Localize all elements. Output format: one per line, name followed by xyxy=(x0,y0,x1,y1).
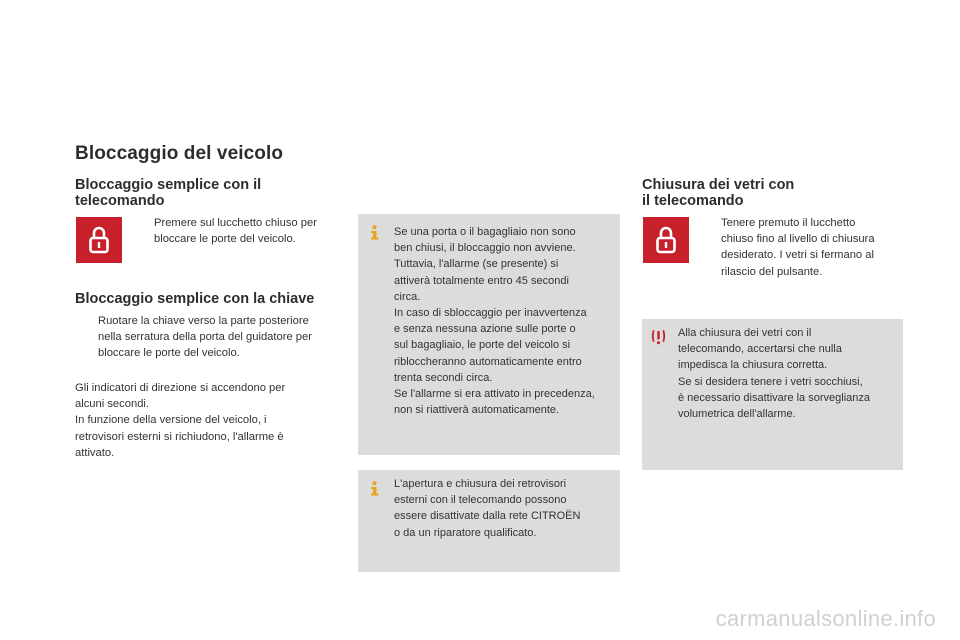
text-line: retrovisori esterni si richiudono, l'allarme è xyxy=(75,430,284,443)
text-line: Se l'allarme si era attivato in precedenza, xyxy=(394,388,595,401)
warning-icon xyxy=(651,330,666,346)
text-line: ben chiusi, il bloccaggio non avviene. xyxy=(394,242,576,255)
text-line: attiverà totalmente entro 45 secondi xyxy=(394,274,569,287)
window-closing-heading xyxy=(642,177,794,209)
text-line: bloccare le porte del veicolo. xyxy=(98,347,240,360)
key-lock-heading: Bloccaggio semplice con la chiave xyxy=(75,291,315,307)
bullet-marker xyxy=(132,215,154,247)
warning-note-text xyxy=(678,325,900,422)
info-note-lock-failure xyxy=(358,214,620,455)
text-line: nella serratura della porta del guidatore per xyxy=(98,331,312,344)
text-line: è necessario disattivare la sorveglianza xyxy=(678,391,870,404)
lock-closed-icon xyxy=(655,225,677,255)
text-line: chiuso fino al livello di chiusura xyxy=(721,233,875,246)
remote-lock-heading xyxy=(75,177,261,209)
text-line: circa. xyxy=(394,290,421,303)
window-closing-heading-line2: il telecomando xyxy=(642,193,744,209)
text-line: Gli indicatori di direzione si accendono per xyxy=(75,382,286,394)
bullet-marker xyxy=(699,215,721,280)
text-line: Se una porta o il bagagliaio non sono xyxy=(394,226,576,238)
text-line: In funzione della versione del veicolo, i xyxy=(75,414,267,427)
remote-lock-instruction xyxy=(132,215,347,247)
info-note-text xyxy=(394,224,616,418)
lock-closed-icon xyxy=(88,225,110,255)
lock-result-paragraph xyxy=(75,380,345,461)
text-line: desiderato. I vetri si fermano al xyxy=(721,249,874,262)
text-line: ribloccheranno automaticamente entro xyxy=(394,355,582,368)
text-line: L'apertura e chiusura dei retrovisori xyxy=(394,478,567,490)
text-line: attivato. xyxy=(75,446,115,459)
remote-lock-heading-line2: telecomando xyxy=(75,193,165,209)
bullet-marker xyxy=(76,313,98,362)
text-line: alcuni secondi. xyxy=(75,398,150,411)
text-line: non si riattiverà automaticamente. xyxy=(394,404,560,417)
info-icon xyxy=(368,225,381,240)
text-line: essere disattivate dalla rete CITROËN xyxy=(394,510,581,523)
text-line: In caso di sbloccaggio per inavvertenza xyxy=(394,307,587,320)
info-note-mirrors xyxy=(358,470,620,572)
key-lock-instruction xyxy=(76,313,346,362)
text-line: o da un riparatore qualificato. xyxy=(394,526,537,539)
text-line: sul bagagliaio, le porte del veicolo si xyxy=(394,339,571,352)
info-note-text xyxy=(394,476,616,541)
lock-button-illustration xyxy=(643,217,689,263)
text-line: Ruotare la chiave verso la parte posteriore xyxy=(98,315,309,327)
text-line: Alla chiusura dei vetri con il xyxy=(678,327,812,339)
text-line: telecomando, accertarsi che nulla xyxy=(678,343,842,356)
page-title: Bloccaggio del veicolo xyxy=(75,143,284,164)
text-line: Tuttavia, l'allarme (se presente) si xyxy=(394,258,559,271)
lock-button-illustration xyxy=(76,217,122,263)
window-closing-instruction xyxy=(699,215,904,280)
text-line: Se si desidera tenere i vetri socchiusi, xyxy=(678,375,863,388)
text-line: Tenere premuto il lucchetto xyxy=(721,217,856,229)
text-line: volumetrica dell'allarme. xyxy=(678,408,796,421)
text-line: trenta secondi circa. xyxy=(394,371,493,384)
info-icon xyxy=(368,481,381,496)
remote-lock-heading-line1: Bloccaggio semplice con il xyxy=(75,177,262,193)
text-line: Premere sul lucchetto chiuso per xyxy=(154,217,317,229)
text-line: esterni con il telecomando possono xyxy=(394,494,567,507)
text-line: bloccare le porte del veicolo. xyxy=(154,233,296,246)
text-line: e senza nessuna azione sulle porte o xyxy=(394,323,576,336)
window-closing-heading-line1: Chiusura dei vetri con xyxy=(642,177,795,193)
text-line: rilascio del pulsante. xyxy=(721,265,823,278)
warning-note-windows xyxy=(642,319,903,470)
watermark: carmanualsonline.info xyxy=(715,606,936,631)
text-line: impedisca la chiusura corretta. xyxy=(678,359,828,372)
